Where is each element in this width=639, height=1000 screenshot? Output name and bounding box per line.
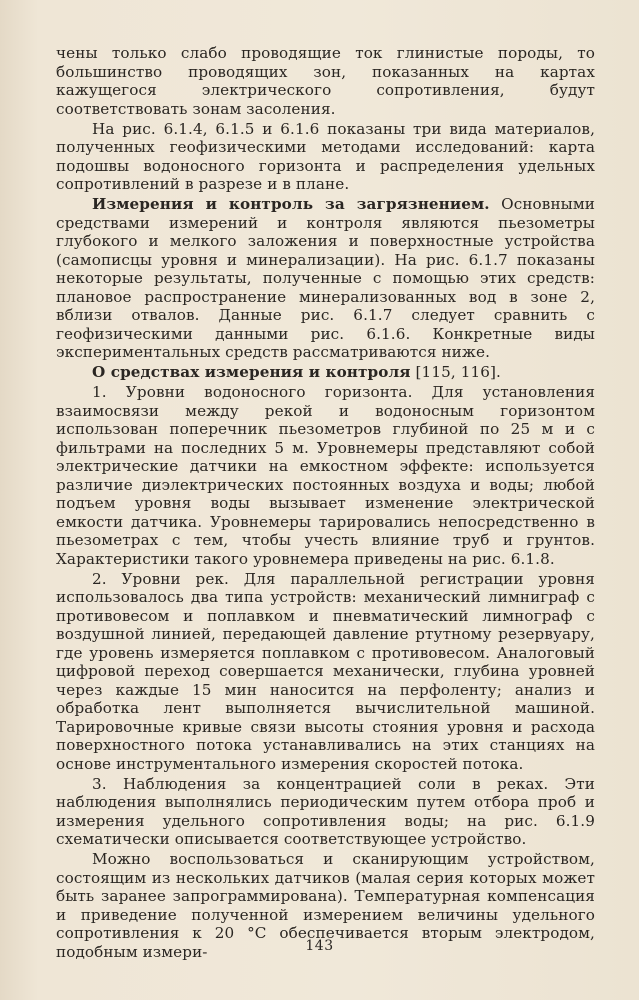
paragraph-scanning-device: Можно воспользоваться и сканирующим устройством, состоящим из нескольких датчиков (малая серия которых может быть заранее запрограммирована). Температурная компенсация и приведение полученной измерением величины удельного сопротивления к 20 °С обеспечивается вторым электродом, подобным измери- — [56, 850, 595, 961]
paragraph-river-levels: 2. Уровни рек. Для параллельной регистрации уровня использовалось два типа устройств: механический лимниграф с противовесом и поплавком и пневматический лимнограф с воздушной линией, передающей давление ртутному резервуару, где уровень измеряется поплавком с противовесом. Аналоговый цифровой переход совершается механически, глубина уровней через каждые 15 мин наносится на перфоленту; анализ и обработка лент выполняется вычислительной машиной. Тарировочные кривые связи высоты стояния уровня и расхода поверхностного потока устанавливались на этих станциях на основе инструментального измерения скоростей потока. — [56, 569, 595, 773]
paragraph-measurement-control: Измерения и контроль за загрязнением. Основными средствами измерений и контроля являются пьезометры глубокого и мелкого заложения и поверхностные устройства (самописцы уровня и минерализации). На рис. 6.1.7 показаны некоторые результаты, полученные с помощью этих средств: плановое распространение минерализованных вод в зоне 2, вблизи отвалов. Данные рис. 6.1.7 следует сравнить с геофизическими данными рис. 6.1.6. Конкретные виды экспериментальных средств рассматриваются ниже. — [56, 195, 596, 361]
paragraph-continued: чены только слабо проводящие ток глинистые породы, то большинство проводящих зон, показанных на картах кажущегося электрического сопротивления, будут соответствовать зонам засоления. — [56, 44, 595, 118]
page-number: 143 — [305, 938, 334, 954]
paragraph-aquifer-levels: 1. Уровни водоносного горизонта. Для установления взаимосвязи между рекой и водоносным горизонтом использован поперечник пьезометров глубиной по 25 м и с фильтрами на последних 5 м. Уровнемеры представляют собой электрические датчики на емкостном эффекте: используется различие диэлектрических постоянных воздуха и воды; любой подъем уровня воды вызывает изменение электрической емкости датчика. Уровнемеры тарировались непосредственно в пьезометрах с тем, чтобы учесть влияние труб и грунтов. Характеристики такого уровнемера приведены на рис. 6.1.8. — [56, 383, 595, 568]
paragraph-means-heading: О средствах измерения и контроля [115, 116]. — [92, 363, 501, 381]
paragraph-salt-concentration: 3. Наблюдения за концентрацией соли в реках. Эти наблюдения выполнялись периодическим путем отбора проб и измерения удельного сопротивления воды; на рис. 6.1.9 схематически описывается соответствующее устройство. — [56, 774, 595, 848]
subsection-heading: О средствах измерения и контроля — [92, 363, 411, 381]
page-body — [56, 44, 595, 961]
section-heading: Измерения и контроль за загрязнением. — [92, 195, 490, 213]
paragraph-figures: На рис. 6.1.4, 6.1.5 и 6.1.6 показаны три вида материалов, полученных геофизическими методами исследований: карта подошвы водоносного горизонта и распределения удельных сопротивлений в разрезе и в плане. — [56, 119, 595, 193]
